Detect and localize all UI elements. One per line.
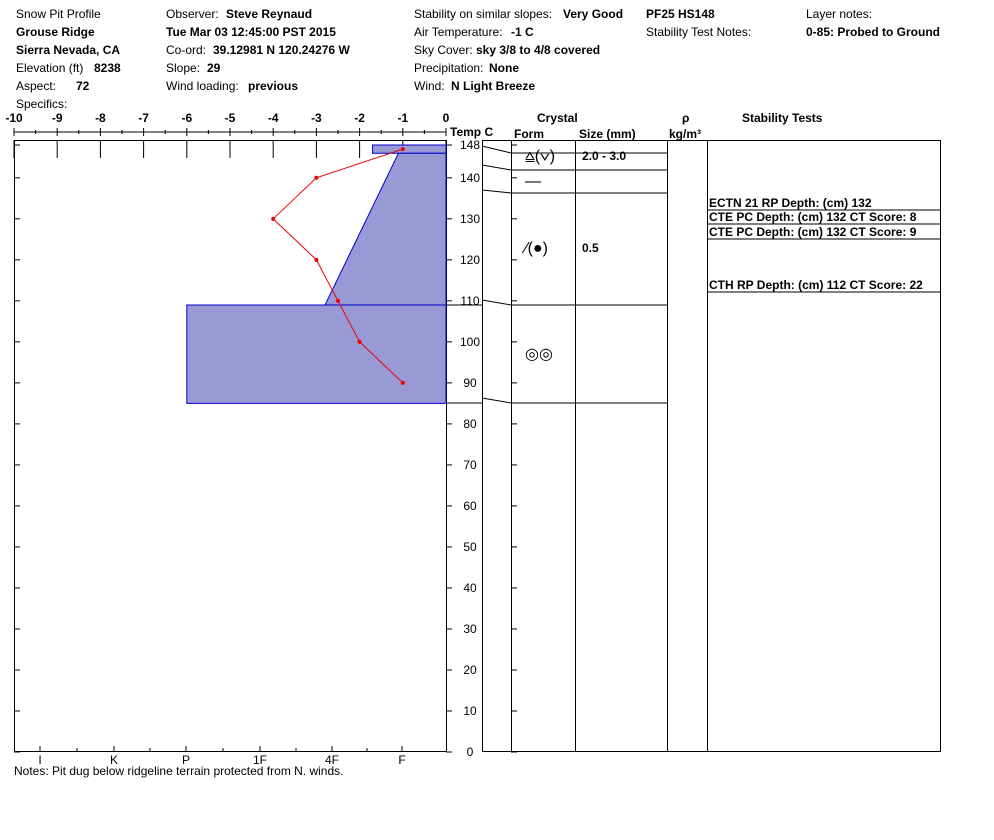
- hardness-tick-label: F: [398, 753, 406, 767]
- wind-label: Wind:: [414, 79, 445, 93]
- depth-tick-label: 20: [463, 662, 477, 677]
- hardness-tick-label: P: [181, 753, 191, 767]
- temp-tick-label: -3: [311, 111, 322, 125]
- stability-test-entry: CTE PC Depth: (cm) 132 CT Score: 8: [709, 210, 917, 224]
- stability-label: Stability on similar slopes:: [414, 7, 553, 21]
- crystal-form-symbol: ◎◎: [525, 346, 553, 363]
- layer-note-value: 0-85: Probed to Ground: [806, 25, 941, 39]
- temp-tick-label: 0: [442, 111, 450, 125]
- crystal-form-symbol: ⁄(●): [525, 240, 548, 257]
- size-heading: Size (mm): [579, 127, 636, 141]
- depth-tick-label: 120: [459, 252, 481, 267]
- hardness-tick-label: 4F: [324, 753, 340, 767]
- crystal-size: 2.0 - 3.0: [582, 149, 627, 163]
- layer-connector: [482, 165, 511, 170]
- slope-value: 29: [207, 61, 221, 75]
- region-name: Sierra Nevada, CA: [16, 43, 121, 57]
- observer-label: Observer:: [166, 7, 219, 21]
- air-temp-label: Air Temperature:: [414, 25, 503, 39]
- depth-tick-label: 0: [466, 745, 474, 759]
- sky-cover-label: Sky Cover:: [414, 43, 473, 57]
- elevation-value: 8238: [94, 61, 121, 75]
- depth-tick-label: 110: [460, 293, 480, 308]
- crystal-heading: Crystal: [537, 111, 578, 125]
- layer-connector: [482, 146, 511, 153]
- depth-tick-label: 90: [463, 375, 477, 390]
- datetime-value: Tue Mar 03 12:45:00 PST 2015: [166, 25, 336, 39]
- hardness-layer: [373, 145, 446, 153]
- depth-tick-label: 100: [459, 334, 481, 349]
- layer-notes-label: Layer notes:: [806, 7, 873, 21]
- temp-tick-label: -8: [95, 111, 106, 125]
- depth-tick-label: 30: [463, 621, 477, 636]
- temp-axis-title: Temp C: [450, 125, 494, 139]
- depth-tick-label: 148: [459, 138, 481, 152]
- hardness-tick-label: 1F: [252, 753, 268, 767]
- crystal-size: 0.5: [582, 241, 599, 255]
- coord-label: Co-ord:: [166, 43, 207, 57]
- temperature-point: [314, 258, 318, 262]
- layer-connector: [482, 190, 511, 193]
- stability-test-entry: CTH RP Depth: (cm) 112 CT Score: 22: [709, 278, 923, 292]
- temperature-point: [336, 299, 340, 303]
- location-name: Grouse Ridge: [16, 25, 95, 39]
- stability-tests-heading: Stability Tests: [742, 111, 823, 125]
- temp-tick-label: -7: [138, 111, 149, 125]
- depth-tick-label: 70: [463, 457, 477, 472]
- stability-value: Very Good: [563, 7, 624, 21]
- depth-tick-label: 60: [463, 498, 477, 513]
- pf-hs-value: PF25 HS148: [646, 7, 715, 21]
- slope-label: Slope:: [166, 61, 201, 75]
- temp-tick-label: -1: [397, 111, 409, 125]
- temperature-point: [401, 147, 405, 151]
- stability-test-notes-label: Stability Test Notes:: [646, 25, 752, 39]
- hardness-tick-label: K: [109, 753, 119, 767]
- temperature-point: [358, 340, 362, 344]
- temp-tick-label: -2: [354, 111, 365, 125]
- stability-test-entry: CTE PC Depth: (cm) 132 CT Score: 9: [709, 225, 917, 239]
- crystal-form-symbol: —: [525, 173, 541, 190]
- precip-value: None: [489, 61, 519, 75]
- wind-loading-value: previous: [248, 79, 299, 93]
- temperature-point: [401, 381, 405, 385]
- observer-value: Steve Reynaud: [226, 7, 313, 21]
- layer-connector: [482, 398, 511, 403]
- stability-test-entry: ECTN 21 RP Depth: (cm) 132: [709, 196, 872, 210]
- depth-tick-label: 130: [459, 211, 481, 226]
- temperature-point: [271, 217, 275, 221]
- air-temp-value: -1 C: [511, 25, 534, 39]
- hardness-layer: [187, 305, 446, 403]
- temp-tick-label: -6: [181, 111, 193, 125]
- depth-tick-label: 140: [459, 170, 481, 185]
- precip-label: Precipitation:: [414, 61, 484, 75]
- depth-tick-label: 10: [463, 703, 477, 718]
- hardness-layer: [325, 153, 446, 305]
- profile-title: Snow Pit Profile: [16, 7, 101, 21]
- layer-connector: [482, 300, 511, 305]
- aspect-value: 72: [76, 79, 90, 93]
- hardness-tick-label: I: [38, 753, 42, 767]
- wind-loading-label: Wind loading:: [166, 79, 239, 93]
- temperature-point: [314, 176, 318, 180]
- elevation-label: Elevation (ft): [16, 61, 84, 75]
- temp-tick-label: -4: [267, 111, 279, 125]
- depth-tick-label: 50: [463, 539, 477, 554]
- wind-value: N Light Breeze: [451, 79, 536, 93]
- form-heading: Form: [514, 127, 544, 141]
- notes-text: Notes: Pit dug below ridgeline terrain protected from N. winds.: [14, 764, 344, 778]
- specifics-label: Specifics:: [16, 97, 68, 111]
- depth-tick-label: 80: [463, 416, 477, 431]
- crystal-form-symbol: ⩠(∨): [525, 148, 556, 165]
- density-unit-heading: kg/m³: [669, 127, 702, 141]
- rho-heading: ρ: [682, 111, 690, 125]
- temp-tick-label: -9: [51, 111, 63, 125]
- sky-cover-value: sky 3/8 to 4/8 covered: [476, 43, 601, 57]
- temp-tick-label: -10: [5, 111, 23, 125]
- coord-value: 39.12981 N 120.24276 W: [213, 43, 350, 57]
- aspect-label: Aspect:: [16, 79, 57, 93]
- depth-tick-label: 40: [463, 580, 477, 595]
- temp-tick-label: -5: [224, 111, 236, 125]
